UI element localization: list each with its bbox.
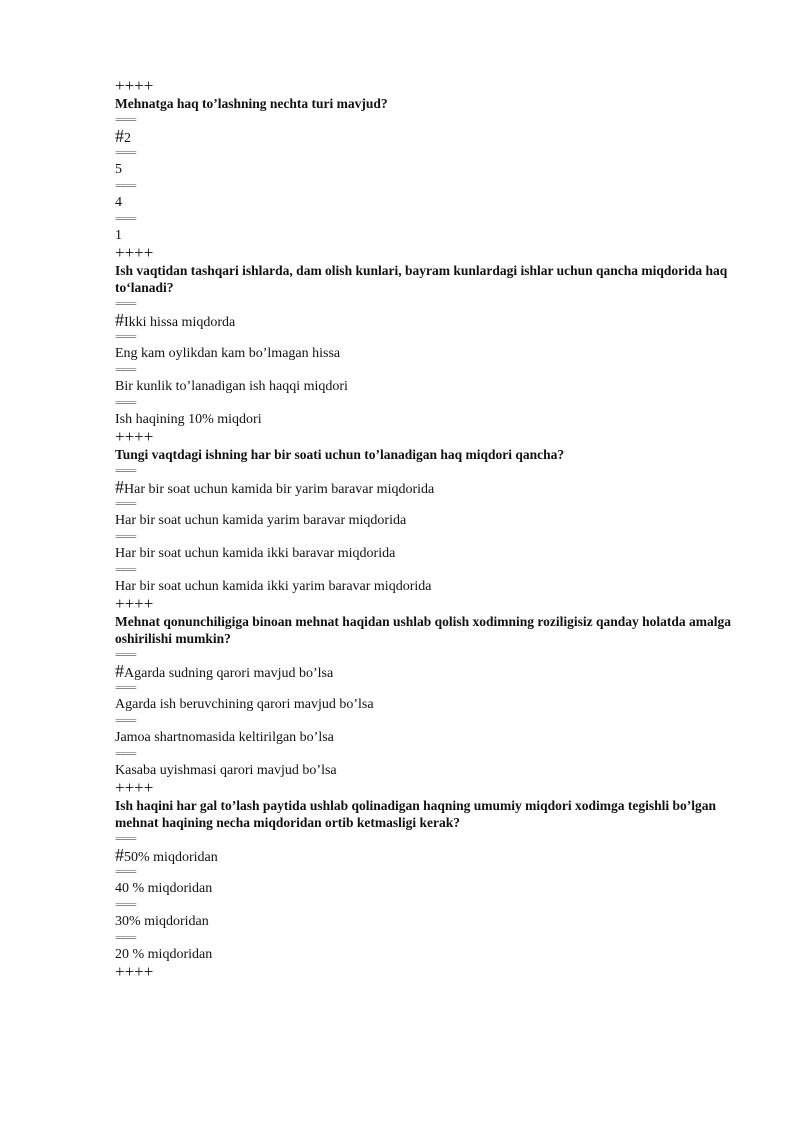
option-text: 50% miqdoridan	[124, 850, 218, 865]
option-item	[115, 578, 755, 595]
correct-marker: #	[115, 845, 124, 865]
option-text: 2	[124, 131, 131, 146]
option-separator: ====	[115, 331, 136, 343]
option-text: Bir kunlik to’lanadigan ish haqqi miqdori	[115, 379, 348, 394]
option-item	[115, 345, 755, 362]
option-item	[115, 762, 755, 779]
block-marker: ++++	[115, 243, 154, 262]
correct-option	[115, 847, 755, 864]
option-text: 1	[115, 228, 122, 243]
option-text: Agarda sudning qarori mavjud bo’lsa	[124, 666, 334, 681]
option-text: Har bir soat uchun kamida ikki baravar miqdorida	[115, 546, 396, 561]
option-separator: ====	[115, 213, 136, 225]
block-marker: ++++	[115, 427, 154, 446]
correct-marker: #	[115, 126, 124, 146]
option-item	[115, 411, 755, 428]
option-item	[115, 946, 755, 963]
quiz-document	[115, 77, 755, 980]
option-text: Har bir soat uchun kamida ikki yarim baravar miqdorida	[115, 579, 432, 594]
option-text: Har bir soat uchun kamida yarim baravar miqdorida	[115, 513, 407, 528]
correct-marker: #	[115, 661, 124, 681]
option-separator: ====	[115, 180, 136, 192]
option-separator: ====	[115, 748, 136, 760]
option-separator: ====	[115, 147, 136, 159]
block-marker: ++++	[115, 594, 154, 613]
option-separator: ====	[115, 364, 136, 376]
question-text: Tungi vaqtdagi ishning har bir soati uchun to’lanadigan haq miqdori qancha?	[115, 447, 565, 462]
option-item	[115, 512, 755, 529]
option-item	[115, 729, 755, 746]
option-text: Agarda ish beruvchining qarori mavjud bo’lsa	[115, 697, 374, 712]
option-text: 5	[115, 162, 122, 177]
correct-marker: #	[115, 310, 124, 330]
option-separator: ====	[115, 465, 136, 477]
option-item	[115, 194, 755, 211]
question-text: Mehnat qonunchiligiga binoan mehnat haqidan ushlab qolish xodimning roziligisiz qanday holatda amalga oshirilishi mumkin?	[115, 614, 732, 646]
option-text: Ish haqining 10% miqdori	[115, 412, 262, 427]
option-text: Eng kam oylikdan kam bo’lmagan hissa	[115, 346, 341, 361]
option-separator: ====	[115, 498, 136, 510]
option-separator: ====	[115, 298, 136, 310]
option-text: Jamoa shartnomasida keltirilgan bo’lsa	[115, 730, 334, 745]
option-text: 4	[115, 195, 122, 210]
option-separator: ====	[115, 564, 136, 576]
correct-option	[115, 312, 755, 329]
option-separator: ====	[115, 397, 136, 409]
option-item	[115, 378, 755, 395]
option-separator: ====	[115, 715, 136, 727]
question-text: Mehnatga haq to’lashning nechta turi mavjud?	[115, 96, 388, 111]
option-separator: ====	[115, 899, 136, 911]
option-separator: ====	[115, 531, 136, 543]
option-separator: ====	[115, 866, 136, 878]
correct-marker: #	[115, 477, 124, 497]
option-item	[115, 913, 755, 930]
correct-option	[115, 663, 755, 680]
correct-option	[115, 128, 755, 145]
option-item	[115, 161, 755, 178]
option-item	[115, 545, 755, 562]
option-text: 30% miqdoridan	[115, 914, 209, 929]
option-text: 20 % miqdoridan	[115, 947, 213, 962]
option-item	[115, 696, 755, 713]
block-marker: ++++	[115, 778, 154, 797]
option-item	[115, 880, 755, 897]
question-text: Ish haqini har gal to’lash paytida ushlab qolinadigan haqning umumiy miqdori xodimga tegishli bo’lgan mehnat haqining necha miqdoridan ortib ketmasligi kerak?	[115, 798, 717, 830]
option-separator: ====	[115, 833, 136, 845]
block-marker: ++++	[115, 76, 154, 95]
option-item	[115, 227, 755, 244]
option-text: Ikki hissa miqdorda	[124, 315, 236, 330]
option-text: Har bir soat uchun kamida bir yarim baravar miqdorida	[124, 482, 435, 497]
question-text: Ish vaqtidan tashqari ishlarda, dam olish kunlari, bayram kunlardagi ishlar uchun qancha miqdorida haq to‘lanadi?	[115, 263, 728, 295]
correct-option	[115, 479, 755, 496]
option-separator: ====	[115, 114, 136, 126]
option-separator: ====	[115, 932, 136, 944]
option-text: 40 % miqdoridan	[115, 881, 213, 896]
option-separator: ====	[115, 649, 136, 661]
option-separator: ====	[115, 682, 136, 694]
option-text: Kasaba uyishmasi qarori mavjud bo’lsa	[115, 763, 337, 778]
block-marker: ++++	[115, 962, 154, 981]
